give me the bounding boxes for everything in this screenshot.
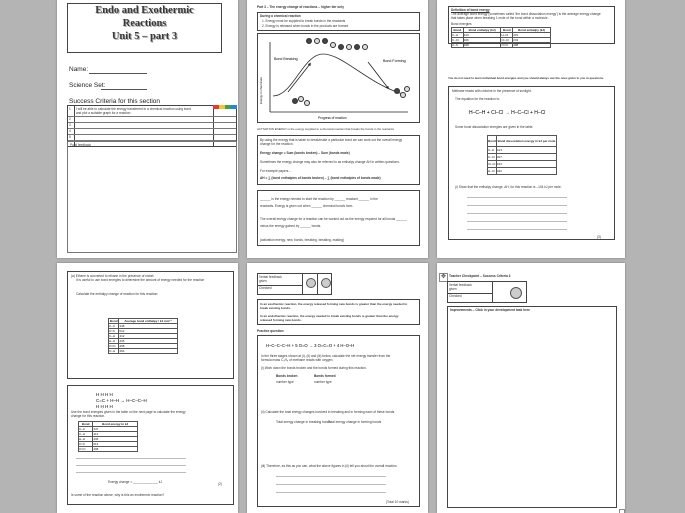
answer-line [276,492,386,493]
answer-line [76,472,186,473]
table-header-cell: Average bond enthalpy / kJ mol⁻¹ [119,319,178,324]
total-marks: (Total 10 marks) [386,500,409,504]
teacher-checkpoint: Teacher Checkpoint – Success Criteria 3 [449,274,511,278]
molecule-atom [404,86,410,92]
blue-square [231,105,237,109]
energy-change-answer: Energy change = ______________ kJ [108,480,162,484]
table-cell: H–Cl [488,169,495,173]
molecule-atom [330,42,336,48]
molecule-atom [314,38,320,44]
practice-line-4: (ii) Calculate the total energy changes involved in breaking and in forming each of these bonds. [261,410,396,414]
answer-line [276,484,386,485]
question-a-3: Calculate the enthalpy change of reaction for this reaction: [76,292,159,296]
during-item-2: 2. Energy is released when bonds in the products are formed [262,24,349,28]
table-cell: 432 [496,168,556,175]
learn-note: You do not need to learn individual bond energies and you should always use the ones given to you in questions. [448,76,604,80]
svg-text:H–C–C–C–H + 5 O=O → 3 O=C=: H–C–C–C–H + 5 O=O → 3 O=C=O + 4 H–O–H [266,343,355,348]
table-cell: 614 [93,442,138,447]
delta-h-formula: ΔH = ∑ (bond enthalpies of bonds broken) – ∑ (bond enthalpies of bonds made) [260,176,381,180]
bond-table-header: Bond [501,28,513,33]
table-cell: 436 [93,437,138,442]
y-axis-label: Energy in chemicals [259,77,263,104]
definition-text-1: The average bond energy (sometimes called 'the bond dissociation energy') is the average energy change [451,12,601,16]
table-cell: C–Cl [488,155,495,159]
x-axis-label: Progress of reaction [318,116,347,120]
marks-label: (3) [597,235,601,239]
table-cell: 348 [463,43,501,48]
some-bond-line: Some bond dissociation energies are given in the table. [455,125,534,129]
table-cell: O=O [109,344,119,349]
svg-text:H H H H: H H H H [96,404,113,409]
methane-line: Methane reacts with chlorine in the presence of sunlight. [452,89,532,93]
worksheet-page-4 [57,263,238,513]
molecule-atom [354,44,360,50]
name-line [89,73,147,74]
marks-label: (2) [218,482,222,486]
para-1a: By using the energy that is taken to break/make a particular bond we can work out the overall energy [260,138,403,142]
verbal-feedback-label: Verbal feedback [449,283,472,287]
svg-text:H H H H: H H H H [96,392,113,397]
table-cell: 243 [496,161,556,168]
exothermic-question: Is some of the reaction above, why is this an exothermic reaction? [71,493,165,497]
activation-line: ACTIVATION ENERGY is the energy supplied to a chemical reaction that breaks the bonds in the reactants [257,127,394,131]
improvements-label: Improvements – Click in your development task here [450,308,530,312]
lower-text-1: Use the bond energies given in the table on the next page to calculate the energy [71,410,186,414]
molecule-atom [298,96,304,102]
table-header-cell: Bond [488,136,497,147]
table-cell: 243 [513,38,551,43]
feedback-label: Pupil feedback [70,143,91,147]
title-line-2: Reactions [122,18,167,29]
molecule-atom [394,88,400,94]
definition-heading: Definition of bond energy [451,8,490,12]
feedback-grid [257,273,332,295]
table-cell: C–C [452,43,464,48]
table-cell: 498 [119,344,178,349]
worksheet-page-2 [247,0,428,258]
table-cell: O–H [109,349,119,354]
endothermic-definition-1: In an endothermic reaction, the energy needed to break existing bonds is greater than the energy [260,314,399,318]
answer-line [76,458,186,459]
table-cell: 612 [119,329,178,334]
table-header-cell: Bond [109,319,118,323]
table-cell: 436 [119,339,178,344]
practice-heading: Practice question [257,329,284,333]
question-a: (a) Ethene is converted to ethane in the presence of nickel: [71,274,155,278]
molecule-atom [362,44,368,50]
table-cell: 413 [463,33,501,38]
fill-line-2: reactants. Energy is given out when ______ chemical bonds form. [260,204,354,208]
answer-line [276,476,386,477]
table-header-cell: Bond [79,422,93,427]
bonds-broken-heading: Bonds broken [276,374,298,378]
practice-line-5: (iii) Therefore, as this as you can, what the above figures in (ii) tell you about the overall reaction. [261,464,398,468]
answer-line [467,205,567,206]
face-icon [306,278,316,288]
answer-line [76,465,186,466]
table-cell: O=O [79,447,93,452]
number-type-broken: number type [276,380,294,384]
table-cell: C–H [79,432,93,437]
checked-label: Checked [449,294,462,298]
bond-table-header: Bond enthalpy (kJ) [513,28,551,33]
dissociation-table [487,135,557,175]
practice-box [257,335,420,507]
face-icon [510,287,522,299]
name-label: Name: [69,66,89,73]
row-number-5: 5 [69,135,71,139]
table-cell: 348 [119,324,178,329]
definition-text-2: that takes place when breaking 1 mole of the bond within a molecule. [451,16,549,20]
practice-line-3: (i) Work down the bonds broken and the bonds formed during this reaction. [261,366,367,370]
worksheet-page-6 [437,263,625,513]
verbal-feedback-given: given [259,279,267,283]
success-criteria-title: Success Criteria for this section [69,98,161,105]
table-cell: 498 [513,43,551,48]
fill-line-3: The overall energy change for a reaction can be worked out as the energy required for all bonds ______ [260,217,407,221]
methane-equation-diagram [469,105,589,119]
during-box [257,12,420,31]
table-cell: 347 [93,427,138,432]
methane-question-box [448,86,615,240]
number-type-formed: number type [314,380,332,384]
table-cell: H–Cl [501,33,513,38]
set-line [101,89,147,90]
lower-text-2: change for this reaction. [71,414,106,418]
table-cell: 412 [119,334,178,339]
energy-graph-box [257,33,420,123]
improvements-box[interactable] [447,306,617,508]
verbal-feedback-given: given [449,287,457,291]
molecule-atom [400,92,406,98]
page2-header: Part 3 – The energy change of reactions – higher tier only [257,5,344,9]
resize-handle[interactable] [619,509,625,513]
bond-table-header: Bond enthalpy (kJ) [463,28,501,33]
title-line-1: Endo and Exothermic [95,5,194,16]
bond-energy-table [78,421,138,452]
table-cell: 498 [93,447,138,452]
criteria-row-1: I will be able to calculate the energy transferred in a chemical reaction using bond [76,107,191,111]
structural-formula [96,388,176,410]
row-number-4: 4 [69,129,71,133]
fill-line-4: minus the energy gained by ______ bonds. [260,224,322,228]
molecule-atom [306,38,312,44]
during-item-1: 1. Energy must be supplied to break bonds in the reactants [262,19,346,23]
table-cell: 464 [119,349,178,354]
verbal-feedback-label: Verbal feedback [259,275,282,279]
criteria-row-1b: and plot a suitable graph for a reaction [76,111,131,115]
exothermic-definition-1: In an exothermic reaction, the energy released forming new bonds is greater than the energy needed to [260,302,408,306]
table-header-cell: Bond energy in kJ [93,422,138,427]
table-cell: O=O [501,43,513,48]
para-4: For example papers… [260,169,292,173]
para-1b: change for the reaction. [260,142,294,146]
answer-line [467,197,567,198]
energy-change-box [257,135,420,185]
feedback-box [67,141,237,253]
para-3: Sometimes the energy change may also be referred to as enthalpy change ΔH in written questions. [260,160,400,164]
practice-line-1: In the three stages shown at (i), (ii) and (iii) below, calculate the net energy transfer from the [261,354,391,358]
title-box [67,3,222,53]
para-2: Energy change = Sum (bonds broken) – Sum (bonds made) [260,151,350,155]
bond-forming-label: Bond Forming [383,59,406,63]
table-cell: C–H [452,33,464,38]
table-cell: C–H [109,334,119,339]
row-number-1: 1 [69,107,71,111]
practice-line-2: formula mass C₃H₈ of methane reacts with oxygen. [261,358,334,362]
fill-line-1: ______ is the energy needed to start the reaction by ______ reactant ______ in the [260,197,378,201]
bond-energies-table [451,27,551,48]
table-header-cell: Bond dissociation energy in kJ per mole [496,136,556,147]
face-icon [321,278,331,288]
table-cell: 327 [496,154,556,161]
during-heading: During a chemical reaction [260,14,301,18]
exo-endo-box [257,299,420,325]
move-handle-icon[interactable]: ✥ [440,274,447,280]
table-cell: C=C [79,442,93,447]
svg-text:H–C–H + Cl–Cl → H–C–Cl +: H–C–H + Cl–Cl → H–C–Cl + H–Cl [469,110,546,116]
molecule-atom [346,44,352,50]
table-cell: C–C [109,324,119,329]
exothermic-definition-2: break existing bonds. [260,306,291,310]
total-broken-label: Total energy change in breaking bonds [276,420,331,424]
ethene-question-box [67,271,234,379]
table-cell: Cl–Cl [488,162,496,166]
total-formed-label: Total energy change in forming bonds [328,420,382,424]
table-cell: C=C [109,329,119,334]
svg-text:C=C + H–H → H–C–C–H: C=C + H–H → H–C–C–H [96,398,147,403]
combustion-equation [266,340,396,350]
row-number-3: 3 [69,123,71,127]
fill-in-box [257,190,420,246]
bond-forming-arrow [368,62,388,88]
energy-change-question-box [67,385,234,505]
worksheet-page-5 [247,263,428,513]
molecule-atom [322,38,328,44]
show-that-question: (i) Show that the enthalpy change, ΔH, for this reaction is –104 kJ per mole. [455,185,562,189]
question-a-2: It is useful to use bond energies to determine the amount of energy needed for the reaction [76,278,205,282]
bond-breaking-arrow [288,64,310,92]
table-cell: C–C [79,427,93,432]
equation-line: The equation for the reaction is: [455,97,500,101]
definition-box [448,6,615,47]
average-bond-table [108,318,178,354]
row-number-2: 2 [69,117,71,121]
bond-table-title: Bond energies [451,22,472,26]
endothermic-definition-2: released forming new bonds. [260,318,302,322]
title-line-3: Unit 5 – part 3 [111,31,178,42]
set-label: Science Set: [69,82,106,89]
molecule-atom [338,44,344,50]
table-cell: C–H [488,147,497,154]
table-cell: 346 [463,38,501,43]
bond-table-header: Bond [452,28,464,33]
checked-label: Checked [259,286,272,290]
table-cell: H–H [79,437,93,442]
answer-line [467,229,567,230]
table-cell: 413 [93,432,138,437]
answer-line [467,221,567,222]
bonds-formed-heading: Bonds formed [314,374,336,378]
table-cell: C–Cl [452,38,464,43]
fill-words: (activation energy, new, bonds, breaking, breaking, making) [260,238,344,242]
table-cell: 413 [496,147,556,154]
table-cell: 431 [513,33,551,38]
bond-breaking-label: Bond Breaking [274,57,298,61]
feedback-grid [447,281,527,303]
worksheet-page-3 [437,0,625,258]
table-cell: H–H [109,339,119,344]
molecule-atom [304,100,310,106]
worksheet-page-1 [57,0,238,258]
table-cell: Cl–Cl [501,38,513,43]
answer-line [467,213,567,214]
